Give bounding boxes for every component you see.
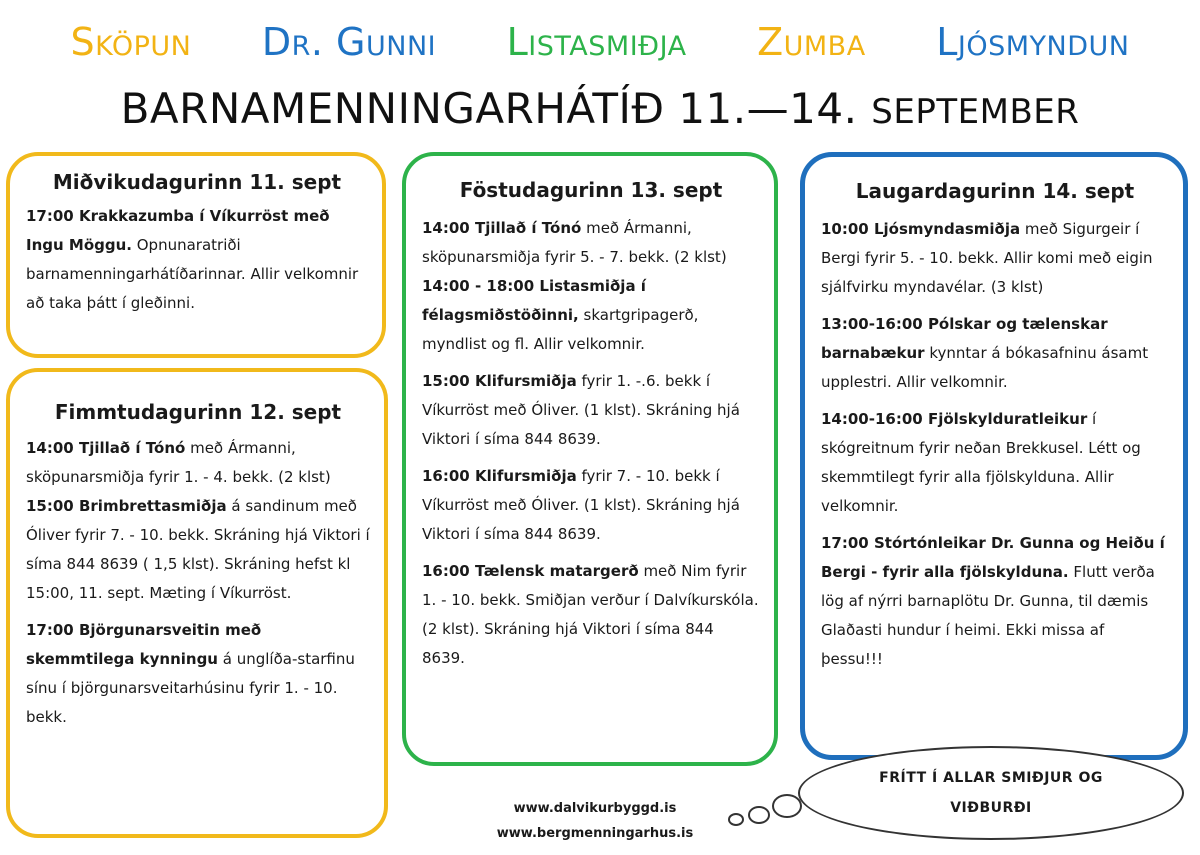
event-description: í skógreitnum fyrir neðan Brekkusel. Létt og skemmtilegt fyrir alla fjölskylduna. Allir velkomnir. xyxy=(821,410,1141,515)
page-title xyxy=(0,84,1200,133)
saturday-heading: Laugardagurinn 14. sept xyxy=(855,179,1135,203)
event-description: með Sigurgeir í Bergi fyrir 5. - 10. bekk. Allir komi með eigin sjálfvirku myndavélar. (3 klst) xyxy=(821,220,1153,296)
activity-headline xyxy=(0,12,1200,72)
thursday-event-1 xyxy=(26,434,370,492)
thought-bubble-medium xyxy=(748,806,770,824)
event-description: á unglíða-starfinu sínu í björgunarsveitarhúsinu fyrir 1. - 10. bekk. xyxy=(26,650,355,726)
cloud-line-2: VIÐBURÐI xyxy=(950,800,1032,816)
event-description: Flutt verða lög af nýrri barnaplötu Dr. Gunna, til dæmis Glaðasti hundur í heimi. Ekki missa af þessu!!! xyxy=(821,563,1155,668)
title-month: SEPTEMBER xyxy=(871,92,1080,132)
saturday-event-2 xyxy=(821,310,1169,397)
friday-heading: Föstudagurinn 13. sept xyxy=(459,178,723,202)
event-description: skartgripagerð, myndlist og fl. Allir velkomnir. xyxy=(422,306,699,353)
event-title: 15:00 Brimbrettasmiðja xyxy=(26,497,227,515)
event-description: með Ármanni, sköpunarsmiðja fyrir 1. - 4. bekk. (2 klst) xyxy=(26,439,331,486)
event-description: með Nim fyrir 1. - 10. bekk. Smiðjan verður í Dalvíkurskóla. (2 klst). Skráning hjá Viktori í síma 844 8639. xyxy=(422,562,759,667)
event-title: 17:00 Björgunarsveitin með skemmtilega kynningu xyxy=(26,621,262,668)
event-description: með Ármanni, sköpunarsmiðja fyrir 5. - 7. bekk. (2 klst) xyxy=(422,219,727,266)
event-title: 14:00 - 18:00 Listasmiðja í félagsmiðstöðinni, xyxy=(422,277,646,324)
wednesday-panel xyxy=(6,152,386,358)
event-title: 16:00 Klifursmiðja xyxy=(422,467,577,485)
free-events-cloud xyxy=(798,746,1184,840)
event-description: fyrir 7. - 10. bekk í Víkurröst með Óliver. (1 klst). Skráning hjá Viktori í síma 844 8639. xyxy=(422,467,740,543)
event-title: 14:00 Tjillað í Tónó xyxy=(422,219,582,237)
headline-word-dr-gunni: Dr. Gunni xyxy=(261,20,437,64)
saturday-event-4 xyxy=(821,529,1169,674)
headline-word-zumba: Zumba xyxy=(757,20,866,64)
friday-event-3 xyxy=(422,367,760,454)
thursday-panel xyxy=(6,368,388,838)
saturday-event-3 xyxy=(821,405,1169,521)
saturday-panel xyxy=(800,152,1188,760)
thursday-heading: Fimmtudagurinn 12. sept xyxy=(54,400,342,424)
friday-event-2 xyxy=(422,272,760,359)
friday-event-5 xyxy=(422,557,760,673)
link-dalvikurbyggd[interactable]: www.dalvikurbyggd.is xyxy=(513,801,677,816)
event-title: 10:00 Ljósmyndasmiðja xyxy=(821,220,1021,238)
event-title: 14:00-16:00 Fjölskylduratleikur xyxy=(821,410,1088,428)
saturday-event-1 xyxy=(821,215,1169,302)
event-description: kynntar á bókasafninu ásamt upplestri. Allir velkomnir. xyxy=(821,344,1149,391)
event-description: Opnunaratriði barnamenningarhátíðarinnar. Allir velkomnir að taka þátt í gleðinni. xyxy=(26,236,359,312)
thursday-event-3 xyxy=(26,616,370,732)
headline-word-skopun: Sköpun xyxy=(70,20,192,64)
headline-word-listasmidja: Listasmiðja xyxy=(506,20,687,64)
event-description: fyrir 1. -.6. bekk í Víkurröst með Óliver. (1 klst). Skráning hjá Viktori í síma 844 8639. xyxy=(422,372,740,448)
friday-event-1 xyxy=(422,214,760,272)
website-links xyxy=(470,796,720,846)
thursday-event-2 xyxy=(26,492,370,608)
title-main: BARNAMENNINGARHÁTÍÐ 11.—14. xyxy=(120,84,858,133)
event-title: 14:00 Tjillað í Tónó xyxy=(26,439,186,457)
event-title: 17:00 Krakkazumba í Víkurröst með Ingu Möggu. xyxy=(26,207,330,254)
event-title: 17:00 Stórtónleikar Dr. Gunna og Heiðu í Bergi - fyrir alla fjölskylduna. xyxy=(821,534,1165,581)
event-title: 15:00 Klifursmiðja xyxy=(422,372,577,390)
event-title: 13:00-16:00 Pólskar og tælenskar barnabækur xyxy=(821,315,1108,362)
wednesday-heading: Miðvikudagurinn 11. sept xyxy=(52,170,342,194)
event-title: 16:00 Tælensk matargerð xyxy=(422,562,639,580)
wednesday-event-1 xyxy=(26,202,368,318)
thought-bubble-small xyxy=(728,813,744,826)
thought-bubble-large xyxy=(772,794,802,818)
cloud-line-1: FRÍTT Í ALLAR SMIÐJUR OG xyxy=(879,770,1103,786)
event-description: á sandinum með Óliver fyrir 7. - 10. bekk. Skráning hjá Viktori í síma 844 8639 ( 1,5 klst). Skráning hefst kl 15:00, 11. sept. Mæting í Víkurröst. xyxy=(26,497,370,602)
headline-word-ljosmyndun: Ljósmyndun xyxy=(936,20,1130,64)
friday-event-4 xyxy=(422,462,760,549)
friday-panel xyxy=(402,152,778,766)
link-bergmenningarhus[interactable]: www.bergmenningarhus.is xyxy=(496,826,694,841)
